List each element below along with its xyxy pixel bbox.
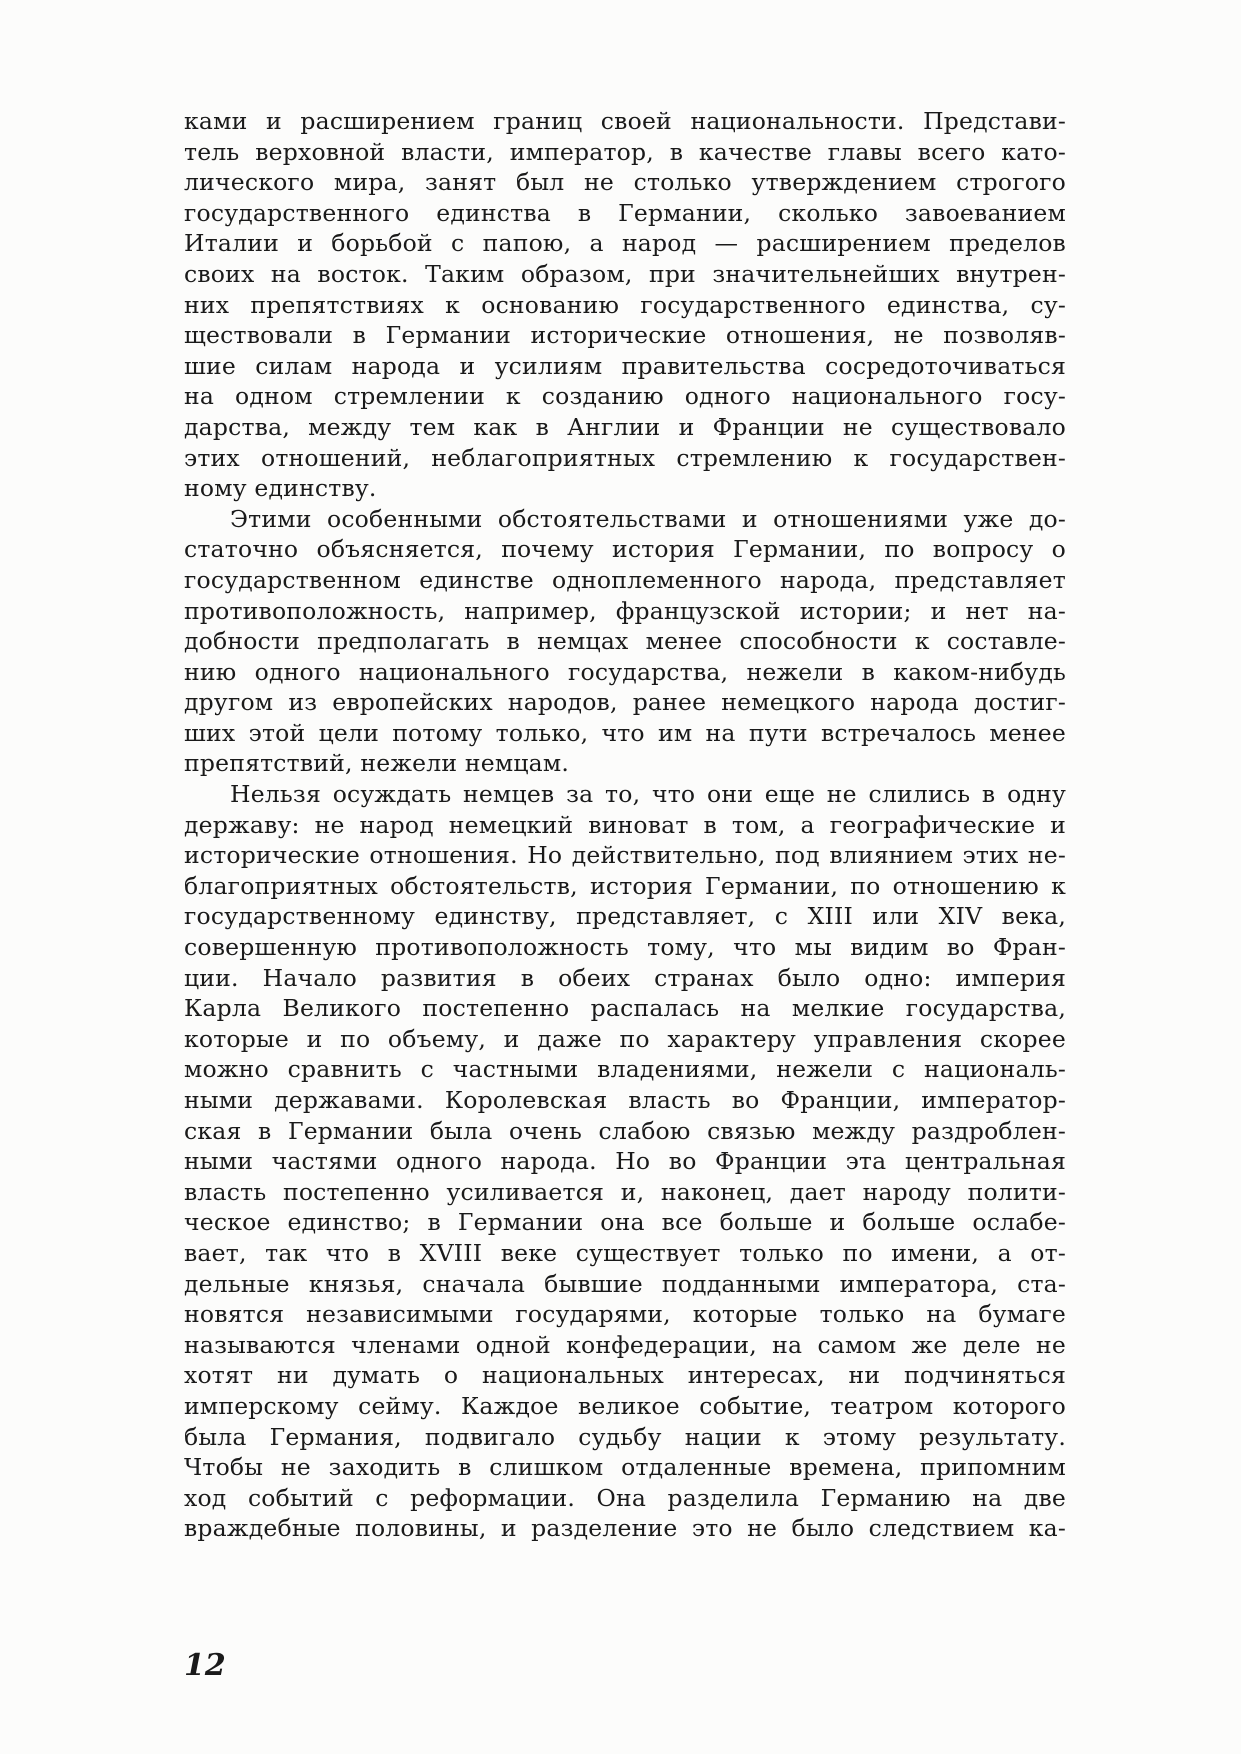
text-line: совершенную противоположность тому, что мы видим во Фран- — [184, 933, 1066, 962]
text-line: государственного единства в Германии, сколько завоеванием — [184, 198, 1066, 227]
page-body-text — [184, 106, 1066, 1544]
text-line: них препятствиях к основанию государственного единства, су- — [184, 290, 1066, 319]
text-line: дельные князья, сначала бывшие подданными императора, ста- — [184, 1269, 1066, 1298]
text-line: ская в Германии была очень слабою связью между раздроблен- — [184, 1116, 1066, 1145]
text-line: ными державами. Королевская власть во Франции, император- — [184, 1086, 1066, 1114]
text-line: Чтобы не заходить в слишком отдаленные времена, припомним — [184, 1453, 1066, 1482]
text-line: Карла Великого постепенно распалась на мелкие государства, — [184, 994, 1066, 1023]
text-line: государственному единству, представляет, с XIII или XIV века, — [184, 902, 1066, 931]
text-line: ными частями одного народа. Но во Франции эта центральная — [184, 1147, 1066, 1176]
text-line: исторические отношения. Но действительно, под влиянием этих не- — [184, 841, 1066, 870]
paragraph — [184, 504, 1066, 779]
page-number: 12 — [184, 1648, 226, 1683]
text-line: враждебные половины, и разделение это не было следствием ка- — [184, 1514, 1066, 1543]
text-line: можно сравнить с частными владениями, нежели с националь- — [184, 1055, 1066, 1084]
text-line: ному единству. — [184, 474, 377, 503]
text-line: статочно объясняется, почему история Германии, по вопросу о — [184, 535, 1066, 564]
text-line: Италии и борьбой с папою, а народ — расширением пределов — [184, 229, 1066, 258]
text-line: ших этой цели потому только, что им на пути встречалось менее — [184, 718, 1066, 747]
text-line: своих на восток. Таким образом, при значительнейших внутрен- — [184, 259, 1066, 288]
text-line: другом из европейских народов, ранее немецкого народа достиг- — [184, 688, 1066, 717]
text-line: ческое единство; в Германии она все больше и больше ослабе- — [184, 1208, 1066, 1237]
paragraph — [184, 106, 1066, 504]
text-line: хотят ни думать о национальных интересах, ни подчиняться — [184, 1361, 1066, 1390]
text-line: дарства, между тем как в Англии и Франции не существовало — [184, 412, 1066, 441]
text-line: благоприятных обстоятельств, история Германии, по отношению к — [184, 871, 1066, 900]
text-line: Нельзя осуждать немцев за то, что они еще не слились в одну — [230, 780, 1066, 809]
text-line: препятствий, нежели немцам. — [184, 749, 570, 778]
text-line: противоположность, например, французской истории; и нет на- — [184, 596, 1066, 625]
text-line: вает, так что в XVIII веке существует только по имени, а от- — [184, 1238, 1066, 1267]
text-line: называются членами одной конфедерации, на самом же деле не — [184, 1330, 1066, 1359]
text-line: ками и расширением границ своей национальности. Представи- — [184, 107, 1066, 135]
text-line: шие силам народа и усилиям правительства сосредоточиваться — [184, 351, 1066, 380]
text-line: тель верховной власти, император, в качестве главы всего като- — [184, 137, 1066, 166]
text-line: ход событий с реформации. Она разделила Германию на две — [184, 1483, 1066, 1512]
text-line: на одном стремлении к созданию одного национального госу- — [184, 382, 1066, 411]
text-line: государственном единстве одноплеменного народа, представляет — [184, 565, 1066, 594]
text-line: ции. Начало развития в обеих странах было одно: империя — [184, 963, 1066, 992]
text-line: этих отношений, неблагоприятных стремлению к государствен- — [184, 443, 1066, 472]
text-line: лического мира, занят был не столько утверждением строгого — [184, 168, 1066, 197]
text-line: власть постепенно усиливается и, наконец, дает народу полити- — [184, 1177, 1066, 1206]
text-line: ществовали в Германии исторические отношения, не позволяв- — [184, 321, 1066, 350]
text-line: державу: не народ немецкий виноват в том, а географические и — [184, 810, 1066, 839]
text-line: которые и по объему, и даже по характеру управления скорее — [184, 1024, 1066, 1053]
text-line: добности предполагать в немцах менее способности к составле- — [184, 627, 1066, 656]
text-line: имперскому сейму. Каждое великое событие, театром которого — [184, 1391, 1066, 1420]
text-line: нию одного национального государства, нежели в каком-нибудь — [184, 657, 1066, 686]
text-line: новятся независимыми государями, которые только на бумаге — [184, 1300, 1066, 1329]
text-line: Этими особенными обстоятельствами и отношениями уже до- — [230, 504, 1066, 533]
paragraph — [184, 779, 1066, 1544]
text-line: была Германия, подвигало судьбу нации к этому результату. — [184, 1422, 1066, 1451]
